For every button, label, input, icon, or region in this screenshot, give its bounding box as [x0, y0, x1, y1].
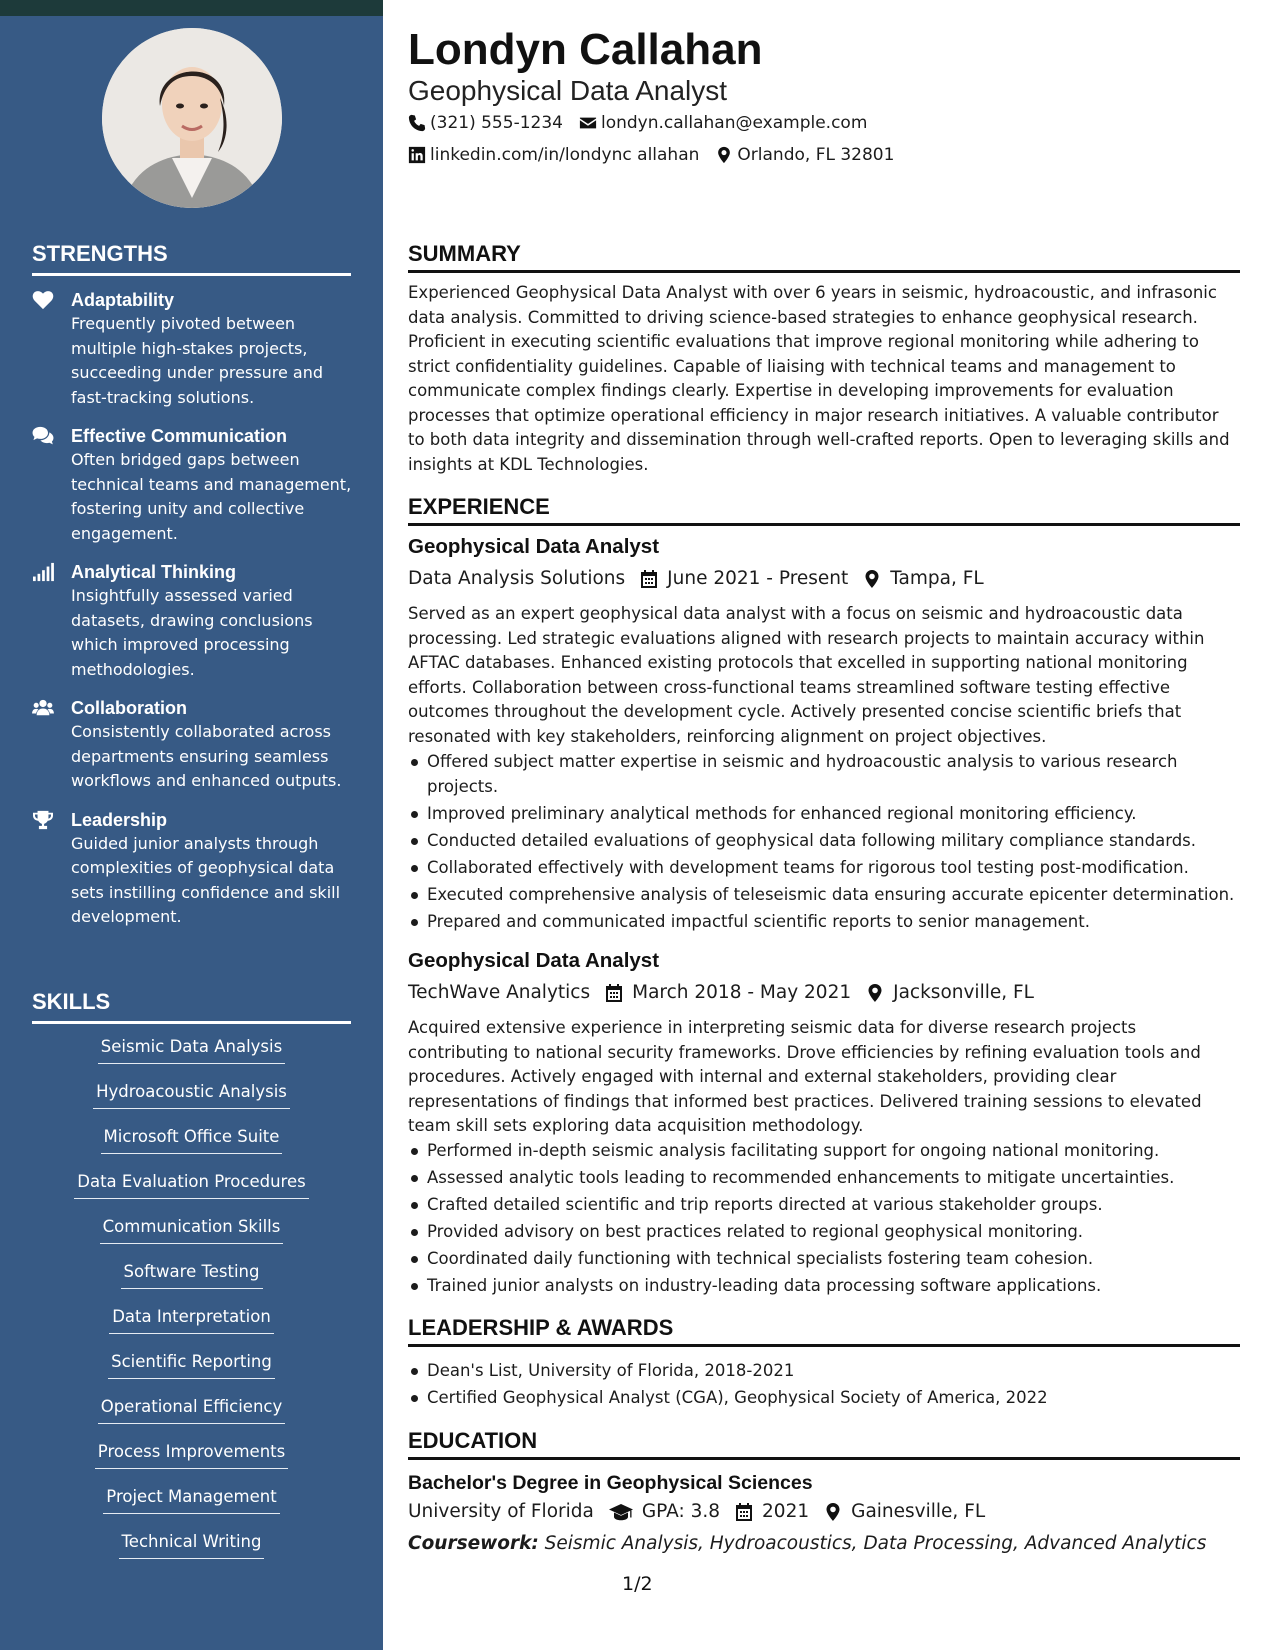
education-heading: EDUCATION — [408, 1428, 1240, 1460]
location-text: Tampa, FL — [890, 568, 984, 589]
list-item: Prepared and communicated impactful scientific reports to senior management. — [408, 910, 1240, 935]
skill-label: Operational Efficiency — [98, 1396, 286, 1424]
location-contact — [715, 145, 894, 165]
company-name: Data Analysis Solutions — [408, 568, 626, 589]
skill-item — [32, 1171, 351, 1216]
skill-label: Hydroacoustic Analysis — [93, 1081, 290, 1109]
gpa — [608, 1499, 720, 1525]
education-meta — [408, 1499, 999, 1525]
strength-item — [32, 288, 352, 410]
skill-item — [32, 1486, 351, 1531]
skill-item — [32, 1396, 351, 1441]
strength-item — [32, 424, 352, 546]
list-item: Crafted detailed scientific and trip reports directed at various stakeholder groups. — [408, 1193, 1240, 1218]
strength-title: Collaboration — [71, 698, 187, 718]
sidebar — [0, 0, 383, 1650]
location-text: Orlando, FL 32801 — [737, 145, 895, 165]
location-text: Gainesville, FL — [851, 1501, 986, 1522]
job-description: Served as an expert geophysical data analyst with a focus on seismic and hydroacoustic data processing. Led strategic evaluations aligned with research projects to maintain accuracy within AFTAC databases. Enhanced existing protocols that excelled in supporting national monitoring efforts. Collaboration between cross-functional teams streamlined software testing effective outcomes throughout the development cycle. Actively presented concise scientific briefs that resonated with key stakeholders, reinforcing alignment on project objectives. — [408, 604, 1205, 746]
list-item: Coordinated daily functioning with technical specialists fostering team cohesion. — [408, 1247, 1240, 1272]
strength-title: Effective Communication — [71, 426, 288, 446]
strength-item — [32, 560, 352, 682]
linkedin-contact[interactable] — [408, 145, 699, 165]
list-item: Certified Geophysical Analyst (CGA), Geophysical Society of America, 2022 — [408, 1386, 1240, 1411]
users-icon — [32, 698, 56, 718]
skill-label: Software Testing — [121, 1261, 263, 1289]
skill-item — [32, 1351, 351, 1396]
linkedin-icon — [408, 146, 426, 164]
skill-label: Seismic Data Analysis — [98, 1036, 285, 1064]
job-meta — [408, 566, 998, 592]
skill-item — [32, 1531, 351, 1576]
skill-label: Data Evaluation Procedures — [74, 1171, 308, 1199]
skill-item — [32, 1216, 351, 1261]
coursework-list: Seismic Analysis, Hydroacoustics, Data Processing, Advanced Analytics — [544, 1533, 1207, 1554]
skill-label: Scientific Reporting — [108, 1351, 275, 1379]
job-location — [862, 566, 983, 592]
year-value: 2021 — [762, 1501, 810, 1522]
degree-title: Bachelor's Degree in Geophysical Sciences — [408, 1472, 813, 1494]
email-contact[interactable] — [579, 113, 867, 133]
strength-title: Leadership — [71, 809, 168, 830]
strength-description: Often bridged gaps between technical teams and management, fostering unity and collective engagement. — [71, 450, 352, 543]
strength-item — [32, 696, 352, 794]
school-location — [823, 1499, 985, 1525]
job-bullets — [408, 1139, 1240, 1301]
strength-description: Frequently pivoted between multiple high-stakes projects, succeeding under pressure and fast-tracking solutions. — [71, 314, 323, 407]
map-pin-icon — [862, 569, 882, 589]
company-name: TechWave Analytics — [408, 982, 591, 1003]
job-dates — [639, 566, 848, 592]
strength-title: Adaptability — [71, 290, 175, 310]
map-pin-icon — [715, 146, 733, 164]
skill-label: Data Interpretation — [109, 1306, 274, 1334]
list-item: Improved preliminary analytical methods for enhanced regional monitoring efficiency. — [408, 802, 1240, 827]
comments-icon — [32, 426, 56, 446]
skill-item — [32, 1126, 351, 1171]
list-item: Provided advisory on best practices related to regional geophysical monitoring. — [408, 1220, 1240, 1245]
trophy-icon — [32, 810, 56, 830]
strengths-list — [32, 288, 352, 944]
page-number: 1/2 — [622, 1573, 653, 1595]
skill-item — [32, 1306, 351, 1351]
summary-heading: SUMMARY — [408, 241, 1240, 273]
job-title: Geophysical Data Analyst — [408, 535, 660, 558]
coursework-label: Coursework: — [408, 1533, 539, 1554]
candidate-name: Londyn Callahan — [408, 25, 763, 74]
awards-list — [408, 1359, 1240, 1413]
awards-heading: LEADERSHIP & AWARDS — [408, 1315, 1240, 1347]
strengths-heading: STRENGTHS — [32, 241, 351, 276]
strength-description: Insightfully assessed varied datasets, drawing conclusions which improved processing methodologies. — [71, 586, 313, 679]
list-item: Trained junior analysts on industry-leading data processing software applications. — [408, 1274, 1240, 1299]
list-item: Executed comprehensive analysis of teleseismic data ensuring accurate epicenter determination. — [408, 883, 1240, 908]
candidate-title: Geophysical Data Analyst — [408, 75, 728, 106]
experience-heading: EXPERIENCE — [408, 494, 1240, 526]
job-title: Geophysical Data Analyst — [408, 949, 660, 972]
phone-number: (321) 555-1234 — [430, 113, 563, 133]
strength-item — [32, 808, 352, 930]
date-range: June 2021 - Present — [667, 568, 849, 589]
skill-label: Project Management — [103, 1486, 279, 1514]
sidebar-top-bar — [0, 0, 383, 16]
job-location — [865, 980, 1034, 1006]
envelope-icon — [579, 114, 597, 132]
list-item: Collaborated effectively with development teams for rigorous tool testing post-modification. — [408, 856, 1240, 881]
job-description: Acquired extensive experience in interpreting seismic data for diverse research projects contributing to national security frameworks. Drove efficiencies by refining evaluation tools and procedures. Actively engaged with internal and external stakeholders, providing clear representations of findings that informed best practices. Delivered training sessions to elevated team skill sets exploring data acquisition methodology. — [408, 1018, 1202, 1135]
skill-item — [32, 1441, 351, 1486]
profile-photo — [102, 28, 282, 208]
list-item: Dean's List, University of Florida, 2018-2021 — [408, 1359, 1240, 1384]
skill-label: Microsoft Office Suite — [101, 1126, 283, 1154]
skill-label: Communication Skills — [100, 1216, 284, 1244]
calendar-icon — [604, 983, 624, 1003]
skills-heading: SKILLS — [32, 989, 351, 1024]
skill-item — [32, 1081, 351, 1126]
date-range: March 2018 - May 2021 — [632, 982, 852, 1003]
strength-title: Analytical Thinking — [71, 562, 237, 582]
skill-label: Process Improvements — [95, 1441, 288, 1469]
phone-icon — [408, 114, 426, 132]
calendar-icon — [639, 569, 659, 589]
strength-description: Consistently collaborated across departments ensuring seamless workflows and enhanced outputs. — [71, 722, 342, 790]
skill-item — [32, 1036, 351, 1081]
skills-list — [32, 1036, 351, 1576]
map-pin-icon — [823, 1502, 843, 1522]
skill-label: Technical Writing — [119, 1531, 265, 1559]
signal-bars-icon — [32, 562, 56, 582]
calendar-icon — [734, 1502, 754, 1522]
coursework — [408, 1531, 1206, 1557]
list-item: Offered subject matter expertise in seismic and hydroacoustic analysis to various research projects. — [408, 750, 1240, 799]
phone-contact[interactable] — [408, 113, 563, 133]
gpa-value: GPA: 3.8 — [641, 1501, 721, 1522]
job-dates — [604, 980, 851, 1006]
linkedin-url: linkedin.com/in/londync allahan — [430, 145, 700, 165]
summary-text: Experienced Geophysical Data Analyst with over 6 years in seismic, hydroacoustic, and infrasonic data analysis. Committed to driving science-based strategies to enhance geophysical research. Proficient in executing scientific evaluations that improve regional monitoring while adhering to strict confidentiality guidelines. Capable of liaising with technical teams and management to communicate complex findings clearly. Expertise in developing improvements for evaluation processes that optimize operational efficiency in major research initiatives. A valuable contributor to both data integrity and dissemination through well-crafted reports. Open to leveraging skills and insights at KDL Technologies. — [408, 283, 1230, 474]
job-bullets — [408, 750, 1240, 937]
contact-row — [408, 113, 883, 133]
graduation-year — [734, 1499, 809, 1525]
heart-icon — [32, 290, 56, 310]
list-item: Assessed analytic tools leading to recommended enhancements to mitigate uncertainties. — [408, 1166, 1240, 1191]
skill-item — [32, 1261, 351, 1306]
job-meta — [408, 980, 1048, 1006]
list-item: Performed in-depth seismic analysis facilitating support for ongoing national monitoring. — [408, 1139, 1240, 1164]
contact-row — [408, 145, 910, 165]
list-item: Conducted detailed evaluations of geophysical data following military compliance standards. — [408, 829, 1240, 854]
school-name: University of Florida — [408, 1501, 594, 1522]
location-text: Jacksonville, FL — [893, 982, 1034, 1003]
email-address: londyn.callahan@example.com — [600, 113, 868, 133]
graduation-cap-icon — [608, 1502, 634, 1522]
strength-description: Guided junior analysts through complexities of geophysical data sets instilling confidence and skill development. — [71, 833, 341, 926]
map-pin-icon — [865, 983, 885, 1003]
